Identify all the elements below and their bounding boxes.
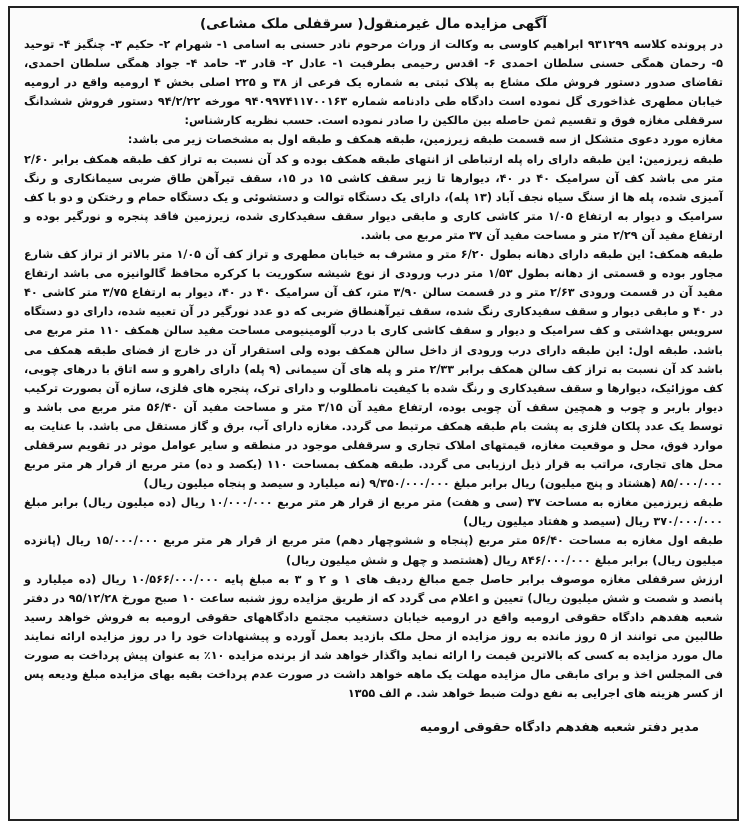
- basement-description-paragraph: طبقه زیرزمین: این طبقه دارای راه پله ارتباطی از انتهای طبقه همکف بوده و کد آن نسبت به تراز کف طبقه همکف برابر ۲/۶۰ متر می باشد کف آن سرامیک ۴۰ در ۴۰، دیوارها تا زیر سقف کاشی ۱۵ در ۱۵، سقف تیرآهن طاق ضربی سیمانکاری و رنگ آمیزی شده، پله ها از سنگ سیاه نجف آباد (۱۳ پله)، دارای یک دستگاه توالت و دستشوئی و یک دستگاه حمام و رختکن و دو با کف سرامیک و دیوار به ارتفاع ۱/۰۵ متر کاشی کاری و مابقی دیوار سقف سفیدکاری شده، زیرزمین فاقد پنجره و نورگیر بوده و ارتفاع مفید آن ۲/۲۹ متر و مساحت مفید آن ۳۷ متر مربع می باشد.: [24, 152, 724, 242]
- notice-title: آگهی مزایده مال غیرمنقول( سرقفلی ملک مشاعی): [200, 16, 547, 32]
- notice-body: [10, 8, 737, 740]
- first-floor-valuation-paragraph: طبقه اول مغازه به مساحت ۵۶/۴۰ متر مربع (پنجاه و ششوچهار دهم) متر مربع از قرار هر متر مربع ۱۵/۰۰۰/۰۰۰ ریال (پانزده میلیون ریال) برابر مبلغ ۸۴۶/۰۰۰/۰۰۰ ریال (هشتصد و چهل و شش میلیون ریال): [24, 534, 723, 567]
- signature-line: مدیر دفتر شعبه هفدهم دادگاه حقوقی ارومیه: [419, 719, 699, 735]
- auction-terms-paragraph: ارزش سرقفلی مغازه موصوف برابر حاصل جمع مبالغ ردیف های ۱ و ۲ و ۳ به مبلغ پایه ۱۰/۵۶۶/۰۰۰/۰۰۰ ریال (ده میلیارد و پانصد و شصت و شش میلیون ریال) تعیین و اعلام می گردد که از طریق مزایده روز شنبه ساعت ۱۰ صبح مورخ ۹۵/۱۲/۲۸ در دفتر شعبه هفدهم دادگاه حقوقی ارومیه واقع در ارومیه خیابان دستغیب مجتمع دادگاههای حقوقی ارومیه به فروش خواهد رسید طالبین می توانند از ۵ روز مانده به روز مزایده از محل ملک بازدید بعمل آورده و پیشنهادات خود را در روز مزایده ارائه نمایند مال مورد مزایده به کسی که بالاترین قیمت را ارائه نماید واگذار خواهد شد از برنده مزایده ۱۰٪ به عنوان پیش پرداخت به صورت فی المجلس اخذ و برای مابقی مال مزایده مهلت یک ماهه خواهد داشت در صورت عدم پرداخت بقیه بهای مزایده مبلغ ودیعه پس از کسر هزینه های اجرایی به نفع دولت ضبط خواهد شد. م الف ۱۳۵۵: [24, 572, 724, 701]
- case-intro-paragraph: در پرونده کلاسه ۹۳۱۲۹۹ ابراهیم کاوسی به وکالت از وراث مرحوم نادر حسنی به اسامی ۱- شهرام ۲- حکیم ۳- چنگیز ۴- توحید ۵- رحمان همگی حسنی سلطان احمدی ۶- اقدس رحیمی بطرفیت ۱- عادل ۲- قادر ۳- حامد ۴- جواد همگی سلطان احمدی، تقاضای صدور دستور فروش ملک مشاع به پلاک ثبتی به شماره یک فرعی از ۳۸ و ۲۲۵ اصلی بخش ۴ ارومیه واقع در ارومیه خیابان مطهری غذاخوری گل نموده است دادگاه طی دادنامه شماره ۹۴۰۹۹۷۴۱۱۷۰۰۱۶۳ مورخه ۹۴/۲/۲۲ دستور فروش ششدانگ سرقفلی مغازه فوق و تقسیم ثمن حاصله بین مالکین را صادر نموده است. حسب نظریه کارشناس:: [24, 38, 723, 128]
- ground-and-first-floor-paragraph: طبقه همکف: این طبقه دارای دهانه بطول ۶/۲۰ متر و مشرف به خیابان مطهری و تراز کف آن ۱/۰۵ متر بالاتر از تراز کف شارع مجاور بوده و قسمتی از دهانه بطول ۱/۵۳ متر درب ورودی از نوع شیشه سکوریت با کرکره محافظ گالوانیزه می باشد ارتفاع مفید آن در قسمت ورودی ۲/۶۳ متر و در قسمت سالن ۳/۹۰ متر، کف آن سرامیک ۴۰ در ۴۰، دیوار به ارتفاع ۳/۷۵ متر کاشی ۴۰ در ۴۰ و مابقی دیوار و سقف سفیدکاری رنگ شده، سقف تیرآهنطاق ضربی که دو عدد نورگیر در آن تعبیه شده، دارای دو دستگاه سرویس بهداشتی و کف سرامیک و دیوار و سقف کاشی کاری با درب آلومینیومی مساحت مفید سالن همکف ۱۱۰ متر مربع می باشد. طبقه اول: این طبقه دارای درب ورودی از داخل سالن همکف بوده ولی استقرار آن در خارج از فضای طبقه همکف می باشد کد آن نسبت به تراز کف سالن همکف برابر ۲/۳۳ متر و پله های آن سیمانی (۹ پله) دارای راهرو و سه اتاق با درهای چوبی، کف موزائیک، دیوارها و سقف سفیدکاری و رنگ شده با کیفیت نامطلوب و دارای ترک، پنجره های فلزی، سازه آن بصورت ترکیب دیوار باربر و چوب و همچین سقف آن چوبی بوده، ارتفاع مفید آن ۳/۱۵ متر و مساحت مفید آن ۵۶/۴۰ متر مربع می باشد و توسط یک عدد پلکان فلزی به پشت بام طبقه همکف مرتبط می گردد. مغازه دارای آب، برق و گاز مستقل می باشد. با عنایت به موارد فوق، محل و موقعیت مغازه، قیمتهای املاک تجاری و سرقفلی موجود در منطقه و سایر عوامل موثر در تقویم سرقفلی محل های تجاری، مراتب به قرار ذیل ارزیابی می گردد. طبقه همکف بمساحت ۱۱۰ (یکصد و ده) متر مربع از قرار هر متر مربع ۸۵/۰۰۰/۰۰۰ (هشتاد و پنج میلیون) ریال برابر مبلغ ۹/۳۵۰/۰۰۰/۰۰۰ (نه میلیارد و سیصد و پنجاه میلیون ریال): [24, 248, 724, 491]
- property-overview-paragraph: مغازه مورد دعوی متشکل از سه قسمت طبقه زیرزمین، طبقه همکف و طبقه اول به مشخصات زیر می باشد:: [127, 133, 723, 147]
- notice-frame: [8, 6, 739, 821]
- basement-valuation-paragraph: طبقه زیرزمین مغازه به مساحت ۳۷ (سی و هفت) متر مربع از قرار هر متر مربع ۱۰/۰۰۰/۰۰۰ ریال (ده میلیون ریال) برابر مبلغ ۳۷۰/۰۰۰/۰۰۰ ریال (سیصد و هفتاد میلیون ریال): [24, 496, 723, 529]
